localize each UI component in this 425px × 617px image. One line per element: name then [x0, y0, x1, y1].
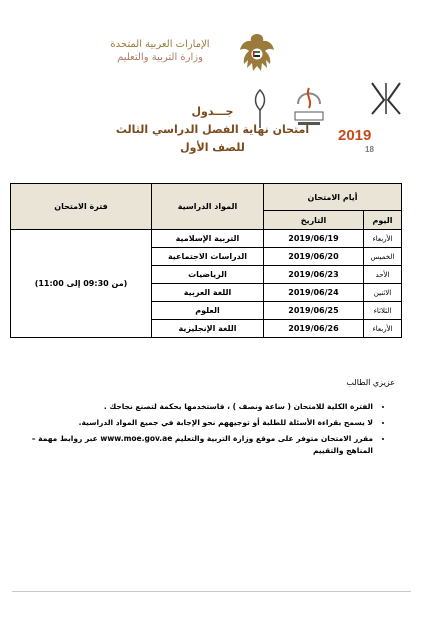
document-titles: [0, 103, 425, 157]
row-date: 2019/06/24: [263, 284, 363, 302]
row-day: الأربعاء: [364, 320, 402, 338]
header-date: التاريخ: [263, 211, 363, 230]
student-notes: [20, 378, 395, 461]
year-badge: 2019: [338, 127, 372, 144]
title-schedule: جـــدول: [191, 105, 234, 118]
year-badge-sub: 18: [365, 145, 374, 154]
ministry-title: وزارة التربية والتعليم: [117, 52, 203, 63]
notes-list: [20, 401, 395, 457]
header-period: فترة الامتحان: [11, 184, 152, 230]
notes-greeting: عزيزي الطالب: [346, 378, 395, 387]
row-day: الأحد: [364, 266, 402, 284]
uae-emblem-icon: [234, 30, 280, 76]
footer-divider: [12, 591, 411, 592]
row-date: 2019/06/23: [263, 266, 363, 284]
row-day: الأربعاء: [364, 230, 402, 248]
note-item: • لا يسمح بقراءة الأسئلة للطلبة أو توجيههم نحو الإجابة في جميع المواد الدراسية.: [20, 417, 373, 429]
row-day: الاثنين: [364, 284, 402, 302]
title-grade: للصف الأول: [180, 141, 245, 154]
row-subject: العلوم: [151, 302, 263, 320]
note-item: • مقرر الامتحان متوفر على موقع وزارة التربية والتعليم www.moe.gov.ae عبر روابط مهمة – المناهج والتقييم: [20, 433, 373, 457]
table-row: [11, 230, 402, 248]
row-date: 2019/06/19: [263, 230, 363, 248]
exam-period: (من 09:30 إلى 11:00): [11, 230, 152, 338]
row-subject: اللغة العربية: [151, 284, 263, 302]
title-exam: امتحان نهاية الفصل الدراسي الثالث: [115, 123, 310, 136]
row-subject: اللغة الإنجليزية: [151, 320, 263, 338]
note-item: • الفترة الكلية للامتحان ( ساعة ونصف ) ، فاستخدمها بحكمة لتصنع نجاحك .: [20, 401, 373, 413]
row-subject: الدراسات الاجتماعية: [151, 248, 263, 266]
header-subjects: المواد الدراسية: [151, 184, 263, 230]
ministry-name: [100, 38, 220, 64]
row-date: 2019/06/20: [263, 248, 363, 266]
row-day: الثلاثاء: [364, 302, 402, 320]
exam-schedule-table: [10, 183, 402, 338]
country-name: الإمارات العربية المتحدة: [110, 39, 210, 50]
row-subject: التربية الإسلامية: [151, 230, 263, 248]
header-exam-days: أيام الامتحان: [263, 184, 401, 211]
header-day: اليوم: [364, 211, 402, 230]
row-date: 2019/06/26: [263, 320, 363, 338]
row-subject: الرياضيات: [151, 266, 263, 284]
row-day: الخميس: [364, 248, 402, 266]
row-date: 2019/06/25: [263, 302, 363, 320]
